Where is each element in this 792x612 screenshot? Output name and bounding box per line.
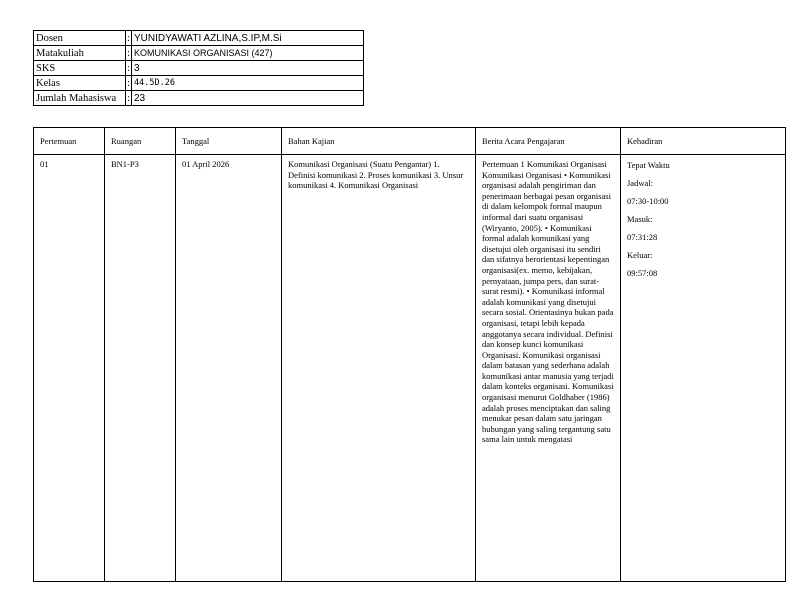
attendance-table <box>33 127 786 582</box>
masuk-value: 07:31:28 <box>627 232 658 242</box>
cell-berita-acara <box>476 155 621 582</box>
info-separator: : <box>127 77 130 89</box>
info-row-dosen <box>34 31 364 46</box>
info-value-dosen: YUNIDYAWATI AZLINA,S.IP,M.Si <box>132 31 364 46</box>
header-ruangan: Ruangan <box>105 128 176 155</box>
cell-tanggal <box>176 155 282 582</box>
bahan-kajian-text: Komunikasi Organisasi (Suatu Pengantar) 1. Definisi komunikasi 2. Proses komunikasi 3. Unsur komunikasi 4. Komunikasi Organisasi <box>288 159 464 191</box>
header-bahan-kajian: Bahan Kajian <box>282 128 476 155</box>
cell-bahan-kajian <box>282 155 476 582</box>
cell-kehadiran <box>621 155 786 582</box>
info-row-kelas <box>34 76 364 91</box>
ruangan-value: BN1-P3 <box>111 159 139 169</box>
info-label-dosen: Dosen <box>34 31 126 46</box>
info-label-matakuliah: Matakuliah <box>34 46 126 61</box>
cell-ruangan <box>105 155 176 582</box>
header-kehadiran: Kehadiran <box>621 128 786 155</box>
info-separator: : <box>127 92 130 104</box>
info-separator: : <box>127 47 130 59</box>
berita-acara-text: Pertemuan 1 Komunikasi Organisasi Komunikasi Organisasi • Komunikasi organisasi adalah pengiriman dan penerimaan berbagai pesan organisasi di dalam kelompok formal maupun informal dari suatu organisasi (Wiryanto, 2005). • Komunikasi formal adalah komunikasi yang disetujui oleh organisasi itu sendiri dan sifatnya berorientasi kepentingan organisasi(ex. memo, kebijakan, pernyataan, jumpa pers, dan surat-surat resmi). • Komunikasi informal adalah komunikasi yang disetujui secara sosial. Orientasinya bukan pada organisasi, tetapi lebih kepada anggotanya secara individual. Definisi dan konsep kunci komunikasi Organisasi. Komunikasi organisasi dalam batasan yang sederhana adalah komunikasi antar manusia yang terjadi dalam konteks organisasi. Komunikasi organisasi menurut Goldhaber (1986) adalah proses menciptakan dan saling menukar pesan dalam satu jaringan hubungan yang saling tergantung satu sama lain untuk mengatasi <box>482 159 614 445</box>
info-separator: : <box>127 32 130 44</box>
header-berita-acara: Berita Acara Pengajaran <box>476 128 621 155</box>
keluar-label: Keluar: <box>627 250 653 260</box>
info-label-kelas: Kelas <box>34 76 126 91</box>
course-info-table <box>33 30 364 106</box>
info-label-jumlah-mahasiswa: Jumlah Mahasiswa <box>34 91 126 106</box>
jadwal-label: Jadwal: <box>627 178 653 188</box>
info-row-sks <box>34 61 364 76</box>
info-row-jumlah-mahasiswa <box>34 91 364 106</box>
table-header-row <box>34 128 786 155</box>
info-value-kelas: 44.5D.26 <box>132 76 364 91</box>
info-value-matakuliah: KOMUNIKASI ORGANISASI (427) <box>132 46 364 61</box>
info-separator: : <box>127 62 130 74</box>
masuk-label: Masuk: <box>627 214 653 224</box>
info-value-jumlah-mahasiswa: 23 <box>132 91 364 106</box>
keluar-value: 09:57:08 <box>627 268 658 278</box>
table-row <box>34 155 786 582</box>
header-tanggal: Tanggal <box>176 128 282 155</box>
pertemuan-value: 01 <box>40 159 49 169</box>
jadwal-value: 07:30-10:00 <box>627 196 669 206</box>
kehadiran-status: Tepat Waktu <box>627 160 670 170</box>
tanggal-value: 01 April 2026 <box>182 159 230 169</box>
info-row-matakuliah <box>34 46 364 61</box>
info-value-sks: 3 <box>132 61 364 76</box>
header-pertemuan: Pertemuan <box>34 128 105 155</box>
info-label-sks: SKS <box>34 61 126 76</box>
cell-pertemuan <box>34 155 105 582</box>
